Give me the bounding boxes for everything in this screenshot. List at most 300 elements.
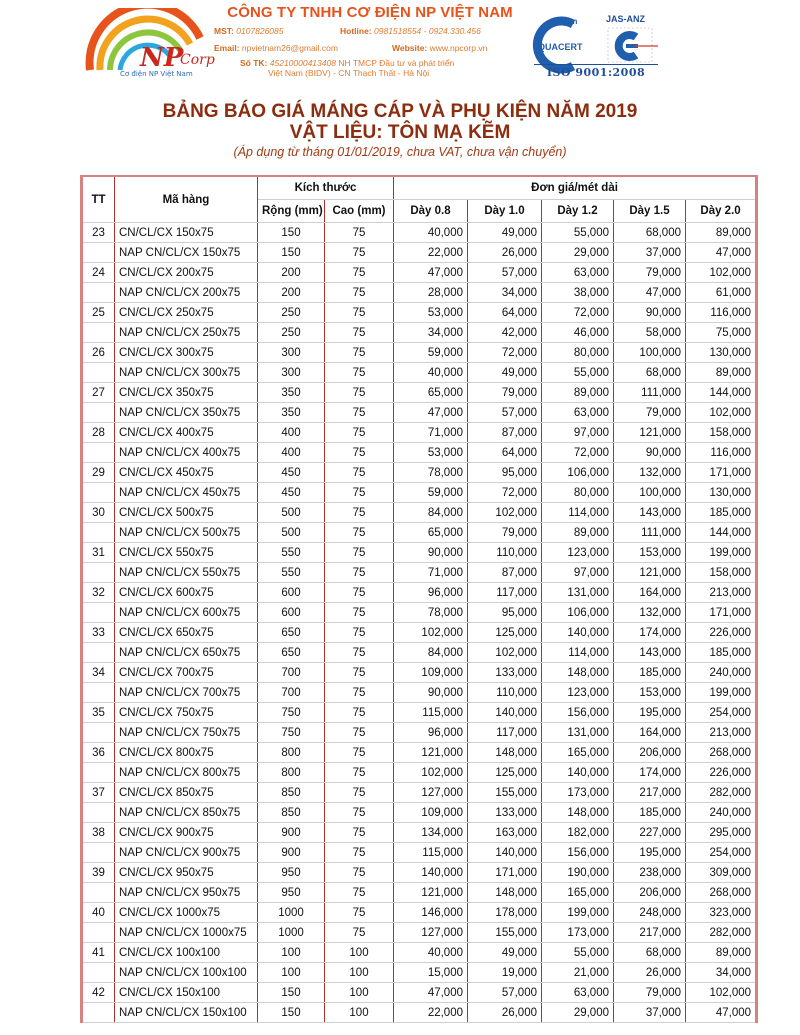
hotline	[340, 26, 481, 36]
height-mm: 75	[325, 483, 394, 503]
height-mm: 75	[325, 223, 394, 243]
table-row	[82, 483, 757, 503]
price-1-5: 100,000	[614, 483, 686, 503]
price-1-2: 156,000	[542, 843, 614, 863]
height-mm: 75	[325, 763, 394, 783]
product-code: CN/CL/CX 450x75	[115, 463, 258, 483]
width-mm: 1000	[258, 903, 325, 923]
price-1-5: 217,000	[614, 923, 686, 943]
height-mm: 75	[325, 803, 394, 823]
price-1-5: 90,000	[614, 303, 686, 323]
price-0-8: 59,000	[394, 343, 468, 363]
price-2-0: 185,000	[686, 643, 757, 663]
table-row	[82, 703, 757, 723]
table-row	[82, 563, 757, 583]
price-1-0: 95,000	[468, 603, 542, 623]
price-0-8: 22,000	[394, 243, 468, 263]
price-1-2: 97,000	[542, 563, 614, 583]
price-1-5: 206,000	[614, 883, 686, 903]
width-mm: 400	[258, 423, 325, 443]
product-code: CN/CL/CX 650x75	[115, 623, 258, 643]
width-mm: 800	[258, 763, 325, 783]
width-mm: 450	[258, 463, 325, 483]
price-2-0: 323,000	[686, 903, 757, 923]
price-2-0: 158,000	[686, 563, 757, 583]
jas-anz-text: JAS-ANZ	[606, 14, 646, 24]
price-1-5: 100,000	[614, 343, 686, 363]
height-mm: 75	[325, 443, 394, 463]
product-code: CN/CL/CX 850x75	[115, 783, 258, 803]
price-1-5: 153,000	[614, 543, 686, 563]
width-mm: 550	[258, 543, 325, 563]
price-2-0: 199,000	[686, 683, 757, 703]
price-2-0: 34,000	[686, 963, 757, 983]
table-row	[82, 823, 757, 843]
width-mm: 900	[258, 823, 325, 843]
price-1-5: 79,000	[614, 403, 686, 423]
header-row-1	[82, 176, 757, 200]
row-number: 40	[82, 903, 115, 923]
width-mm: 600	[258, 583, 325, 603]
price-1-2: 89,000	[542, 523, 614, 543]
bank-account	[240, 58, 454, 68]
iso-certification: ISO 9001:2008	[534, 64, 658, 79]
width-mm: 850	[258, 803, 325, 823]
price-2-0: 89,000	[686, 943, 757, 963]
price-2-0: 47,000	[686, 243, 757, 263]
table-row	[82, 443, 757, 463]
price-1-0: 26,000	[468, 243, 542, 263]
row-number: 29	[82, 463, 115, 483]
price-1-0: 57,000	[468, 403, 542, 423]
price-1-5: 111,000	[614, 523, 686, 543]
price-0-8: 121,000	[394, 883, 468, 903]
row-number	[82, 443, 115, 463]
header-tt: TT	[82, 176, 115, 223]
price-1-0: 148,000	[468, 883, 542, 903]
row-number: 32	[82, 583, 115, 603]
table-row	[82, 923, 757, 943]
price-0-8: 109,000	[394, 803, 468, 823]
price-1-5: 206,000	[614, 743, 686, 763]
table-row	[82, 403, 757, 423]
table-row	[82, 663, 757, 683]
table-row	[82, 383, 757, 403]
price-2-0: 89,000	[686, 223, 757, 243]
product-code: CN/CL/CX 900x75	[115, 823, 258, 843]
table-row	[82, 903, 757, 923]
price-1-2: 106,000	[542, 463, 614, 483]
product-code: NAP CN/CL/CX 350x75	[115, 403, 258, 423]
row-number: 30	[82, 503, 115, 523]
table-row	[82, 303, 757, 323]
price-1-5: 132,000	[614, 463, 686, 483]
price-1-5: 143,000	[614, 503, 686, 523]
price-0-8: 40,000	[394, 223, 468, 243]
product-code: CN/CL/CX 1000x75	[115, 903, 258, 923]
price-1-5: 248,000	[614, 903, 686, 923]
row-number: 36	[82, 743, 115, 763]
height-mm: 75	[325, 363, 394, 383]
height-mm: 75	[325, 903, 394, 923]
row-number	[82, 483, 115, 503]
price-1-0: 171,000	[468, 863, 542, 883]
header-width: Rộng (mm)	[258, 200, 325, 223]
price-1-0: 64,000	[468, 443, 542, 463]
height-mm: 75	[325, 783, 394, 803]
row-number: 34	[82, 663, 115, 683]
product-code: NAP CN/CL/CX 850x75	[115, 803, 258, 823]
price-0-8: 90,000	[394, 683, 468, 703]
price-2-0: 116,000	[686, 303, 757, 323]
row-number: 39	[82, 863, 115, 883]
row-number	[82, 883, 115, 903]
row-number	[82, 1003, 115, 1023]
row-number	[82, 403, 115, 423]
price-0-8: 115,000	[394, 703, 468, 723]
width-mm: 350	[258, 383, 325, 403]
table-row	[82, 723, 757, 743]
table-row	[82, 323, 757, 343]
row-number	[82, 923, 115, 943]
price-1-0: 87,000	[468, 563, 542, 583]
price-2-0: 254,000	[686, 703, 757, 723]
product-code: NAP CN/CL/CX 300x75	[115, 363, 258, 383]
price-2-0: 144,000	[686, 383, 757, 403]
row-number	[82, 603, 115, 623]
product-code: NAP CN/CL/CX 800x75	[115, 763, 258, 783]
row-number	[82, 283, 115, 303]
table-row	[82, 603, 757, 623]
row-number	[82, 763, 115, 783]
price-1-2: 131,000	[542, 583, 614, 603]
width-mm: 100	[258, 943, 325, 963]
price-1-0: 102,000	[468, 503, 542, 523]
price-1-5: 217,000	[614, 783, 686, 803]
price-1-5: 164,000	[614, 723, 686, 743]
width-mm: 150	[258, 223, 325, 243]
height-mm: 75	[325, 543, 394, 563]
height-mm: 75	[325, 743, 394, 763]
table-row	[82, 503, 757, 523]
product-code: NAP CN/CL/CX 900x75	[115, 843, 258, 863]
tax-code-label: MST:	[214, 26, 234, 36]
row-number	[82, 683, 115, 703]
product-code: CN/CL/CX 400x75	[115, 423, 258, 443]
table-row	[82, 423, 757, 443]
height-mm: 75	[325, 643, 394, 663]
price-0-8: 65,000	[394, 523, 468, 543]
product-code: CN/CL/CX 700x75	[115, 663, 258, 683]
validity-note: (Áp dụng từ tháng 01/01/2019, chưa VAT, chưa vận chuyển)	[233, 145, 567, 159]
product-code: NAP CN/CL/CX 150x100	[115, 1003, 258, 1023]
height-mm: 75	[325, 703, 394, 723]
row-number: 28	[82, 423, 115, 443]
table-row	[82, 843, 757, 863]
price-0-8: 28,000	[394, 283, 468, 303]
price-1-5: 121,000	[614, 563, 686, 583]
price-1-2: 55,000	[542, 943, 614, 963]
price-1-0: 125,000	[468, 763, 542, 783]
price-2-0: 268,000	[686, 883, 757, 903]
price-1-2: 80,000	[542, 483, 614, 503]
price-1-0: 155,000	[468, 923, 542, 943]
row-number: 26	[82, 343, 115, 363]
hotline-value[interactable]: 0981518554 - 0924.330.456	[374, 26, 481, 36]
price-1-2: 140,000	[542, 763, 614, 783]
product-code: NAP CN/CL/CX 100x100	[115, 963, 258, 983]
row-number	[82, 643, 115, 663]
price-1-0: 72,000	[468, 343, 542, 363]
price-2-0: 295,000	[686, 823, 757, 843]
table-row	[82, 963, 757, 983]
hotline-label: Hotline:	[340, 26, 372, 36]
price-0-8: 71,000	[394, 423, 468, 443]
row-number: 24	[82, 263, 115, 283]
price-1-5: 90,000	[614, 443, 686, 463]
row-number: 27	[82, 383, 115, 403]
product-code: NAP CN/CL/CX 400x75	[115, 443, 258, 463]
height-mm: 75	[325, 923, 394, 943]
table-row	[82, 343, 757, 363]
row-number	[82, 563, 115, 583]
height-mm: 75	[325, 463, 394, 483]
price-2-0: 102,000	[686, 263, 757, 283]
price-1-5: 121,000	[614, 423, 686, 443]
product-code: NAP CN/CL/CX 200x75	[115, 283, 258, 303]
price-0-8: 127,000	[394, 923, 468, 943]
price-1-2: 199,000	[542, 903, 614, 923]
tax-code-value: 0107826085	[236, 26, 284, 36]
price-2-0: 213,000	[686, 583, 757, 603]
product-code: CN/CL/CX 550x75	[115, 543, 258, 563]
price-0-8: 84,000	[394, 643, 468, 663]
width-mm: 200	[258, 283, 325, 303]
price-1-0: 57,000	[468, 983, 542, 1003]
price-0-8: 121,000	[394, 743, 468, 763]
table-row	[82, 283, 757, 303]
price-1-0: 49,000	[468, 363, 542, 383]
price-2-0: 130,000	[686, 483, 757, 503]
height-mm: 75	[325, 323, 394, 343]
width-mm: 250	[258, 323, 325, 343]
price-1-5: 185,000	[614, 663, 686, 683]
price-1-2: 114,000	[542, 503, 614, 523]
width-mm: 150	[258, 243, 325, 263]
price-1-0: 79,000	[468, 523, 542, 543]
price-1-0: 42,000	[468, 323, 542, 343]
price-1-2: 114,000	[542, 643, 614, 663]
price-1-5: 111,000	[614, 383, 686, 403]
width-mm: 750	[258, 703, 325, 723]
height-mm: 75	[325, 683, 394, 703]
price-0-8: 65,000	[394, 383, 468, 403]
price-1-2: 140,000	[542, 623, 614, 643]
product-code: CN/CL/CX 200x75	[115, 263, 258, 283]
price-1-5: 174,000	[614, 623, 686, 643]
price-0-8: 78,000	[394, 463, 468, 483]
material-title: VẬT LIỆU: TÔN MẠ KẼM	[289, 122, 511, 143]
price-1-0: 49,000	[468, 223, 542, 243]
row-number: 31	[82, 543, 115, 563]
logo-tagline: Cơ điện NP Việt Nam	[120, 70, 193, 78]
price-1-2: 173,000	[542, 923, 614, 943]
price-1-2: 63,000	[542, 403, 614, 423]
height-mm: 100	[325, 943, 394, 963]
product-code: CN/CL/CX 500x75	[115, 503, 258, 523]
price-2-0: 185,000	[686, 503, 757, 523]
width-mm: 950	[258, 863, 325, 883]
width-mm: 850	[258, 783, 325, 803]
row-number: 25	[82, 303, 115, 323]
bank-name-line2: Việt Nam (BIDV) - CN Thạch Thất - Hà Nội	[268, 68, 430, 78]
price-0-8: 59,000	[394, 483, 468, 503]
price-2-0: 199,000	[686, 543, 757, 563]
height-mm: 75	[325, 723, 394, 743]
logo-np-text: NP	[140, 43, 184, 73]
email-link[interactable]: npvietnam26@gmail.com	[241, 43, 338, 53]
price-1-0: 140,000	[468, 703, 542, 723]
price-0-8: 53,000	[394, 303, 468, 323]
price-2-0: 61,000	[686, 283, 757, 303]
price-0-8: 96,000	[394, 723, 468, 743]
row-number: 23	[82, 223, 115, 243]
width-mm: 250	[258, 303, 325, 323]
price-1-0: 34,000	[468, 283, 542, 303]
product-code: NAP CN/CL/CX 700x75	[115, 683, 258, 703]
price-1-0: 87,000	[468, 423, 542, 443]
table-row	[82, 683, 757, 703]
price-1-2: 156,000	[542, 703, 614, 723]
price-2-0: 158,000	[686, 423, 757, 443]
price-1-5: 195,000	[614, 703, 686, 723]
product-code: CN/CL/CX 750x75	[115, 703, 258, 723]
price-0-8: 102,000	[394, 763, 468, 783]
price-1-5: 238,000	[614, 863, 686, 883]
table-row	[82, 883, 757, 903]
price-1-5: 79,000	[614, 263, 686, 283]
price-1-0: 57,000	[468, 263, 542, 283]
price-1-2: 173,000	[542, 783, 614, 803]
width-mm: 650	[258, 623, 325, 643]
price-2-0: 102,000	[686, 403, 757, 423]
price-0-8: 47,000	[394, 403, 468, 423]
height-mm: 75	[325, 823, 394, 843]
price-2-0: 171,000	[686, 463, 757, 483]
price-1-2: 89,000	[542, 383, 614, 403]
price-table-body	[82, 223, 757, 1023]
website-link[interactable]: www.npcorp.vn	[429, 43, 488, 53]
price-1-5: 37,000	[614, 1003, 686, 1023]
table-row	[82, 543, 757, 563]
header-thickness-1-2: Dày 1.2	[542, 200, 614, 223]
price-1-2: 29,000	[542, 1003, 614, 1023]
price-1-2: 63,000	[542, 263, 614, 283]
price-2-0: 282,000	[686, 783, 757, 803]
table-row	[82, 243, 757, 263]
row-number	[82, 243, 115, 263]
price-1-5: 68,000	[614, 943, 686, 963]
width-mm: 400	[258, 443, 325, 463]
price-1-0: 155,000	[468, 783, 542, 803]
price-2-0: 116,000	[686, 443, 757, 463]
price-1-0: 19,000	[468, 963, 542, 983]
width-mm: 500	[258, 523, 325, 543]
product-code: NAP CN/CL/CX 600x75	[115, 603, 258, 623]
price-0-8: 127,000	[394, 783, 468, 803]
price-1-2: 148,000	[542, 663, 614, 683]
price-0-8: 102,000	[394, 623, 468, 643]
price-1-0: 79,000	[468, 383, 542, 403]
quacert-text: QUACERT	[538, 42, 583, 52]
price-1-0: 125,000	[468, 623, 542, 643]
price-1-2: 97,000	[542, 423, 614, 443]
table-row	[82, 943, 757, 963]
price-0-8: 96,000	[394, 583, 468, 603]
price-1-5: 153,000	[614, 683, 686, 703]
width-mm: 800	[258, 743, 325, 763]
price-1-2: 165,000	[542, 883, 614, 903]
price-1-0: 95,000	[468, 463, 542, 483]
price-0-8: 109,000	[394, 663, 468, 683]
price-1-5: 47,000	[614, 283, 686, 303]
price-1-2: 21,000	[542, 963, 614, 983]
company-name: CÔNG TY TNHH CƠ ĐIỆN NP VIỆT NAM	[227, 4, 513, 21]
price-2-0: 254,000	[686, 843, 757, 863]
row-number	[82, 843, 115, 863]
row-number	[82, 803, 115, 823]
product-code: CN/CL/CX 300x75	[115, 343, 258, 363]
height-mm: 100	[325, 1003, 394, 1023]
product-code: NAP CN/CL/CX 500x75	[115, 523, 258, 543]
email-label: Email:	[214, 43, 240, 53]
price-2-0: 171,000	[686, 603, 757, 623]
price-2-0: 144,000	[686, 523, 757, 543]
price-1-0: 110,000	[468, 543, 542, 563]
price-2-0: 102,000	[686, 983, 757, 1003]
product-code: NAP CN/CL/CX 750x75	[115, 723, 258, 743]
price-0-8: 78,000	[394, 603, 468, 623]
price-1-0: 102,000	[468, 643, 542, 663]
width-mm: 100	[258, 963, 325, 983]
width-mm: 750	[258, 723, 325, 743]
price-1-2: 72,000	[542, 303, 614, 323]
price-1-5: 164,000	[614, 583, 686, 603]
price-1-0: 110,000	[468, 683, 542, 703]
price-0-8: 40,000	[394, 943, 468, 963]
price-1-2: 165,000	[542, 743, 614, 763]
height-mm: 75	[325, 263, 394, 283]
bank-account-value: 45210000413408	[269, 58, 336, 68]
height-mm: 75	[325, 383, 394, 403]
row-number: 41	[82, 943, 115, 963]
table-row	[82, 983, 757, 1003]
price-1-2: 46,000	[542, 323, 614, 343]
table-row	[82, 863, 757, 883]
row-number	[82, 963, 115, 983]
product-code: CN/CL/CX 150x75	[115, 223, 258, 243]
row-number	[82, 323, 115, 343]
table-row	[82, 463, 757, 483]
price-0-8: 34,000	[394, 323, 468, 343]
height-mm: 75	[325, 603, 394, 623]
price-1-0: 140,000	[468, 843, 542, 863]
width-mm: 550	[258, 563, 325, 583]
price-1-0: 117,000	[468, 583, 542, 603]
row-number: 37	[82, 783, 115, 803]
width-mm: 950	[258, 883, 325, 903]
price-1-0: 148,000	[468, 743, 542, 763]
